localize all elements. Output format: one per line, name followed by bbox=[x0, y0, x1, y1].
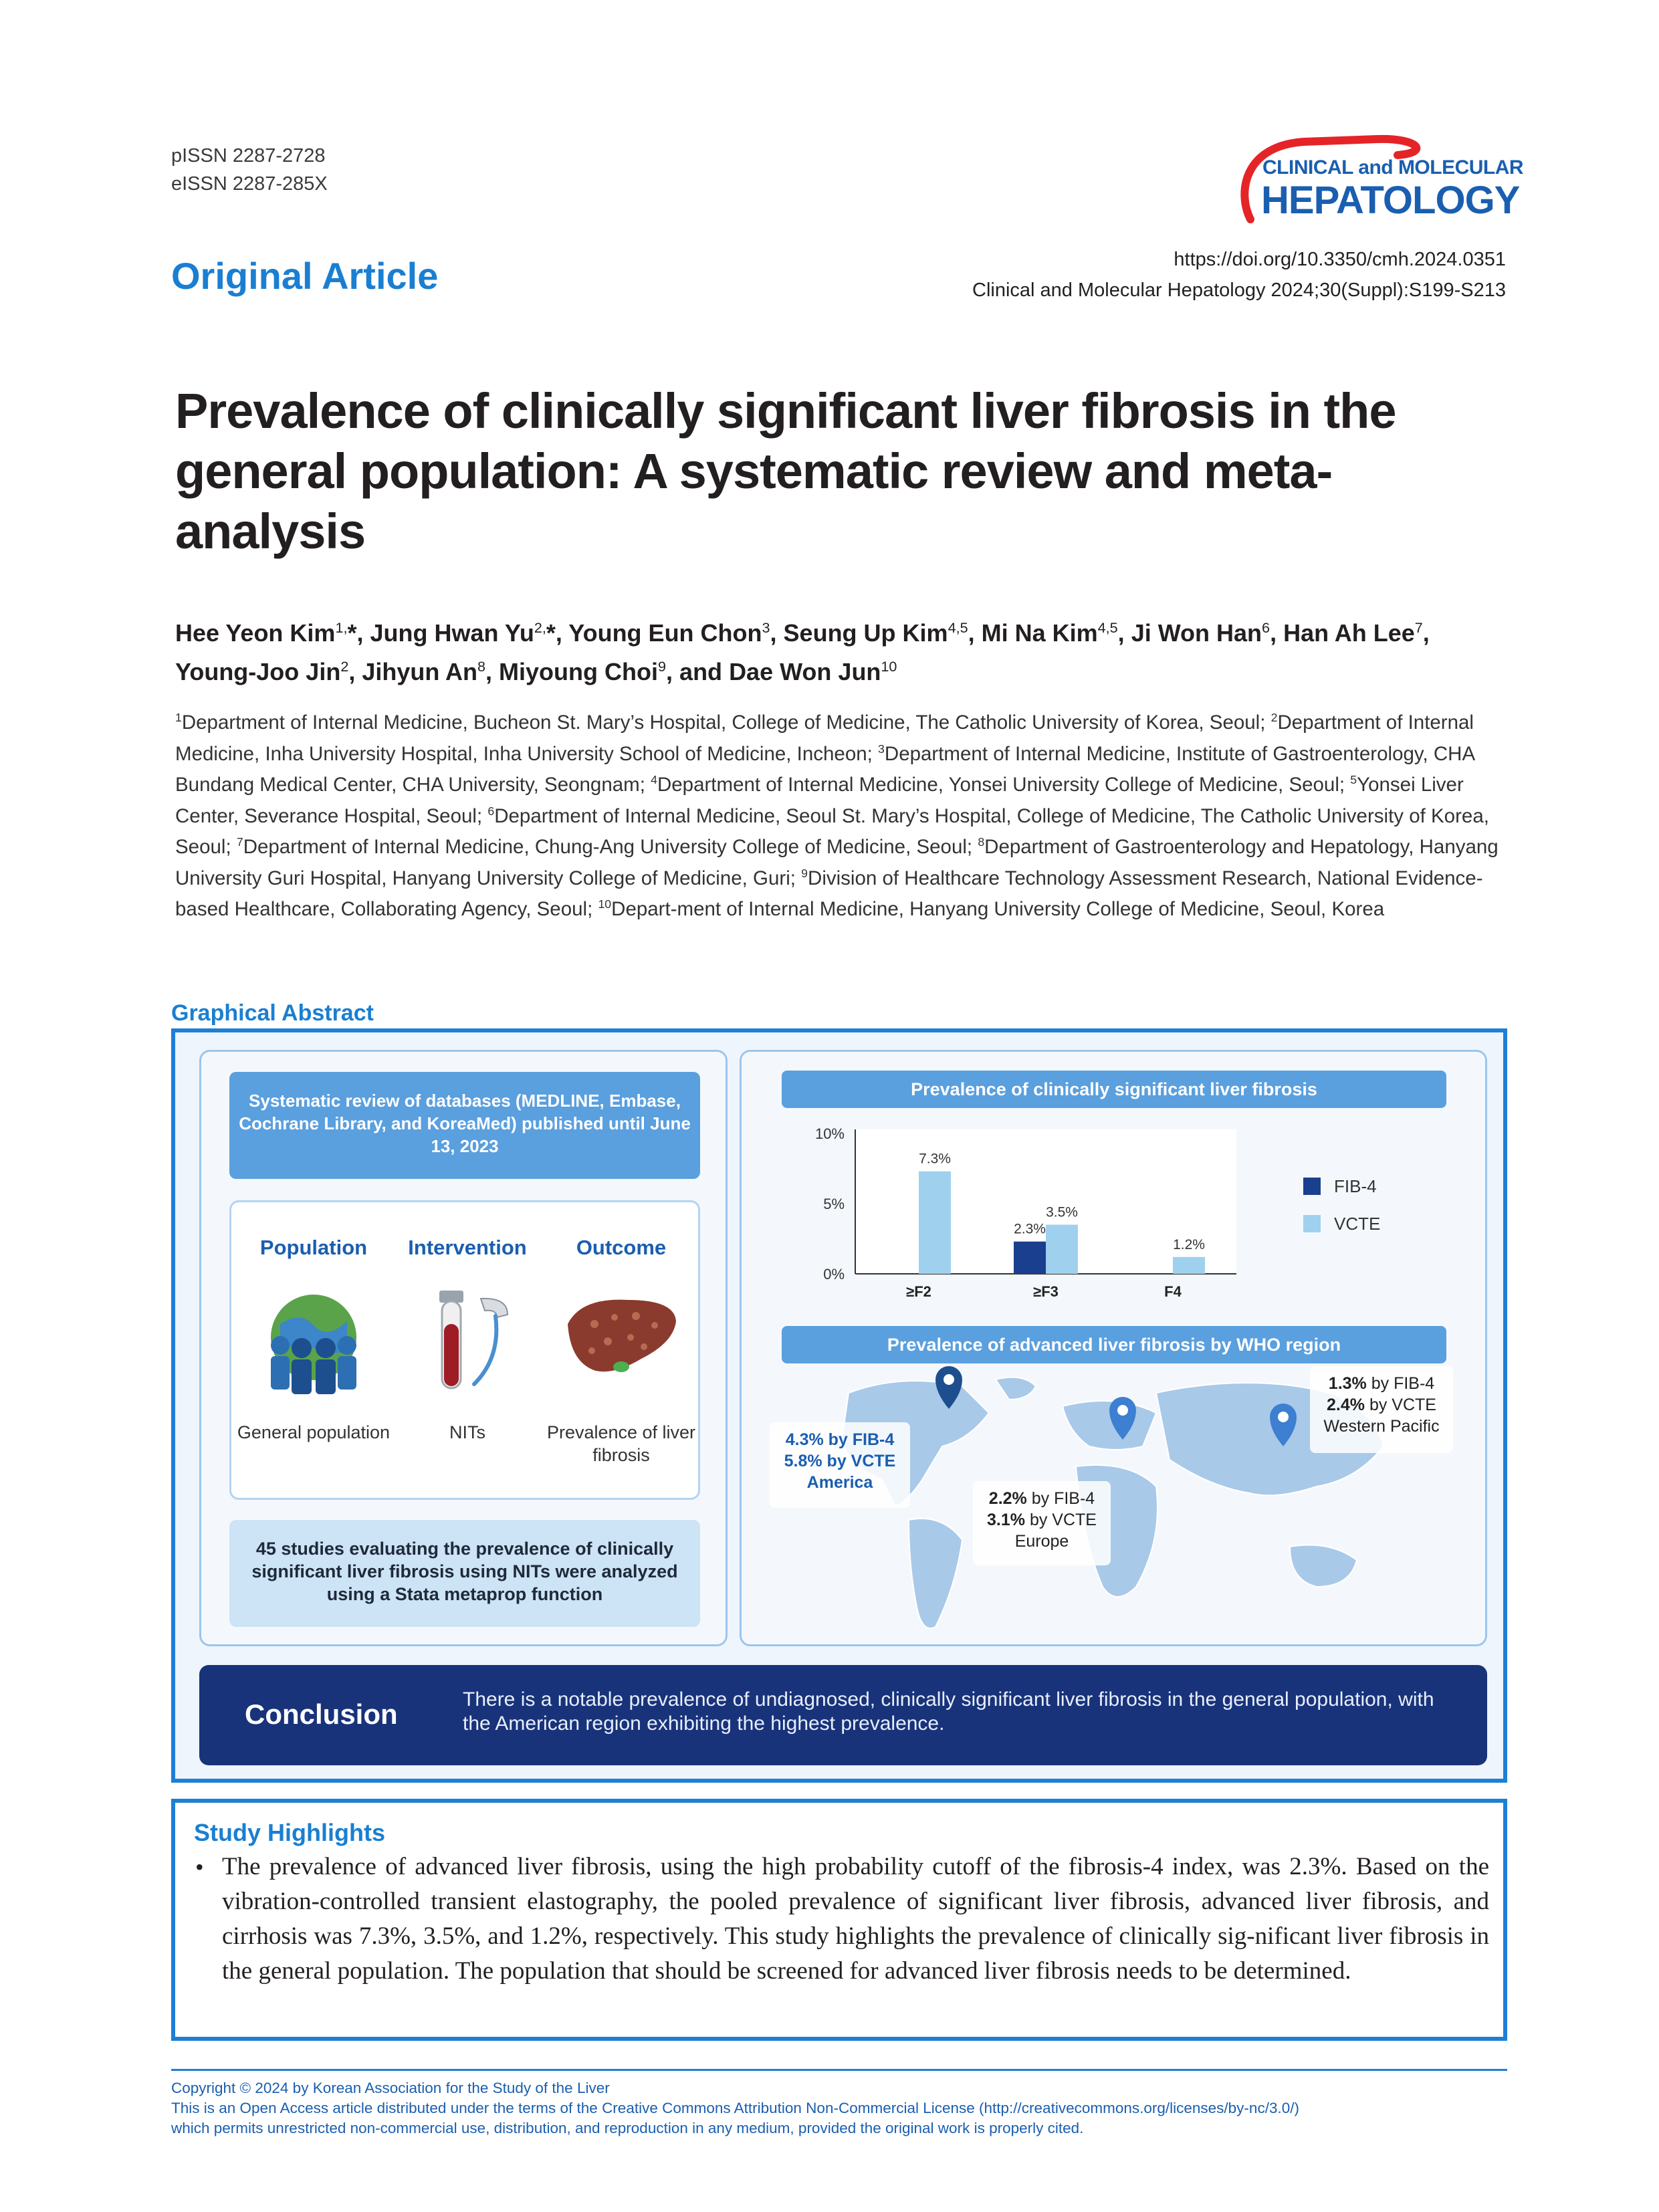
eissn: eISSN 2287-285X bbox=[171, 173, 328, 195]
affil-sup: 2 bbox=[1270, 711, 1278, 725]
bar bbox=[1173, 1257, 1205, 1274]
author-name: Jung Hwan Yu bbox=[370, 619, 534, 647]
bar bbox=[1014, 1242, 1046, 1274]
affil-sup: 10 bbox=[598, 897, 612, 911]
x-tick-label: F4 bbox=[1164, 1283, 1182, 1300]
pio-intervention bbox=[391, 1236, 544, 1444]
x-tick-label: ≥F3 bbox=[1033, 1283, 1059, 1300]
affil-sup: 9 bbox=[801, 866, 808, 880]
affil-sup: 1 bbox=[175, 711, 182, 725]
author-name: Ji Won Han bbox=[1131, 619, 1262, 647]
pio-head: Outcome bbox=[576, 1236, 667, 1259]
region-label: 2.2% by FIB-4 bbox=[988, 1489, 1095, 1508]
pio-population bbox=[237, 1236, 391, 1444]
pio-box bbox=[229, 1200, 700, 1500]
author-affil-sup: 1, bbox=[335, 619, 348, 636]
highlight-item: The prevalence of advanced liver fibrosis, using the high probability cutoff of the fibrosis-4 index, was 2.3%. Based on the vibration-controlled transient elastography, the pooled prevalence of significant liver fibrosis, advanced liver fibrosis, and cirrhosis was 7.3%, 3.5%, and 1.2%, respectively. This study highlights the prevalence of clinically sig-nificant liver fibrosis in the general population. The population that should be screened for advanced liver fibrosis needs to be determined. bbox=[222, 1853, 1489, 1985]
studies-box: 45 studies evaluating the prevalence of clinically significant liver fibrosis using NITs were analyzed using a Stata metaprop function bbox=[229, 1520, 700, 1627]
author-name: Han Ah Lee bbox=[1283, 619, 1415, 647]
author-affil-sup: 8 bbox=[477, 658, 486, 675]
region-label: 3.1% by VCTE bbox=[987, 1511, 1097, 1529]
copyright: Copyright © 2024 by Korean Association for the Study of the Liver bbox=[171, 2080, 610, 2096]
affil-text: Yonsei Liver Center, Severance Hospital, Seoul; bbox=[175, 774, 1464, 827]
footer bbox=[171, 2078, 1509, 2138]
pio-outcome bbox=[544, 1236, 698, 1466]
systematic-review-box: Systematic review of databases (MEDLINE, Embase, Cochrane Library, and KoreaMed) published until June 13, 2023 bbox=[229, 1072, 700, 1179]
affil-sup: 8 bbox=[978, 835, 985, 849]
study-highlights bbox=[171, 1799, 1507, 2041]
methods-panel bbox=[199, 1050, 728, 1646]
data-label: 1.2% bbox=[1173, 1236, 1205, 1252]
author-name: Hee Yeon Kim bbox=[175, 619, 336, 647]
author-name: Miyoung Choi bbox=[499, 658, 659, 685]
chart-title: Prevalence of clinically significant liver fibrosis bbox=[782, 1071, 1446, 1108]
affil-text: Division of Healthcare Technology Assessment Research, National Evidence-based Healthcare, Collaborating Agency, Seoul; bbox=[175, 867, 1483, 920]
license-line: This is an Open Access article distributed under the terms of the Creative Commons Attribution Non-Commercial License (http://creativecommons.org/licenses/by-nc/3.0/) bbox=[171, 2100, 1299, 2116]
author-affil-sup: 3 bbox=[762, 619, 770, 636]
world-map bbox=[742, 1366, 1489, 1647]
legend-swatch bbox=[1303, 1215, 1321, 1232]
data-label: 2.3% bbox=[1014, 1221, 1046, 1237]
issn-block bbox=[171, 142, 328, 198]
affil-text: Department of Internal Medicine, Yonsei University College of Medicine, Seoul; bbox=[657, 774, 1351, 796]
author-list: Hee Yeon Kim$^{1,}$*, Jung Hwan $Yu^{2,}*$, Young Eun Chon$^3$, Seung Up Kim$^{4,5}$, Mi Na Kim$^{4,5}$, Ji Won Han$^6$, Han Ah Lee$^7$, Young-Joo Jin$^2$, Jihyun An$^8$, Miyoung Choi$^9$, and Dae Won Jun$^{10}$ bbox=[175, 619, 1430, 685]
author-affil-sup: 7 bbox=[1414, 619, 1423, 636]
region-label: 2.4% by VCTE bbox=[1327, 1396, 1436, 1414]
author-name: Young Eun Chon bbox=[568, 619, 762, 647]
conclusion-text: There is a notable prevalence of undiagnosed, clinically significant liver fibrosis in the general population, with the American region exhibiting the highest prevalence. bbox=[463, 1688, 1434, 1735]
pio-foot: Prevalence of liver fibrosis bbox=[546, 1422, 696, 1465]
pio-head: Population bbox=[259, 1236, 368, 1259]
author-affil-sup: 4,5 bbox=[1097, 619, 1118, 636]
people-globe-icon bbox=[253, 1284, 374, 1398]
region-label: 4.3% by FIB-4 bbox=[785, 1430, 895, 1449]
graphical-abstract-label: Graphical Abstract bbox=[171, 1000, 374, 1026]
footer-divider bbox=[171, 2069, 1507, 2071]
x-tick-label: ≥F2 bbox=[906, 1283, 931, 1300]
author-affil-sup: 10 bbox=[881, 658, 897, 675]
author-name: Jihyun An bbox=[362, 658, 478, 685]
legend-label: FIB-4 bbox=[1334, 1176, 1377, 1196]
author-affil-sup: 2 bbox=[340, 658, 349, 675]
journal-logo bbox=[1230, 132, 1524, 239]
bullet-icon: • bbox=[195, 1854, 204, 1880]
study-highlights-title: Study Highlights bbox=[194, 1819, 385, 1846]
affil-text: Department of Internal Medicine, Institute of Gastroenterology, CHA Bundang Medical Center, CHA University, Seongnam; bbox=[175, 742, 1474, 796]
region-label: Western Pacific bbox=[1323, 1417, 1440, 1436]
logo-main-text: HEPATOLOGY bbox=[1261, 179, 1520, 222]
pio-head: Intervention bbox=[408, 1236, 527, 1259]
doi-block bbox=[972, 244, 1506, 306]
region-label: 5.8% by VCTE bbox=[784, 1452, 896, 1470]
blood-tube-probe-icon bbox=[407, 1284, 528, 1398]
region-label: America bbox=[806, 1473, 873, 1492]
article-type: Original Article bbox=[171, 255, 439, 297]
pio-foot: General population bbox=[237, 1422, 391, 1442]
data-label: 7.3% bbox=[919, 1151, 951, 1167]
y-tick-label: 5% bbox=[823, 1196, 845, 1212]
affil-text: Department of Internal Medicine, Seoul St. Mary’s Hospital, College of Medicine, The Catholic University of Korea, Seoul; bbox=[175, 804, 1489, 858]
results-panel bbox=[740, 1050, 1487, 1646]
map-title: Prevalence of advanced liver fibrosis by WHO region bbox=[782, 1326, 1446, 1363]
bar bbox=[919, 1172, 951, 1274]
conclusion-banner bbox=[199, 1665, 1487, 1765]
affil-text: Department of Internal Medicine, Chung-Ang University College of Medicine, Seoul; bbox=[243, 836, 978, 858]
doi-link[interactable]: https://doi.org/10.3350/cmh.2024.0351 bbox=[1174, 249, 1506, 270]
affil-sup: 7 bbox=[236, 835, 243, 849]
affil-text: Department of Internal Medicine, Bucheon St. Mary’s Hospital, College of Medicine, The Catholic University of Korea, Seoul; bbox=[181, 711, 1271, 734]
affiliations bbox=[175, 707, 1509, 925]
y-tick-label: 0% bbox=[823, 1266, 845, 1283]
affil-sup: 4 bbox=[651, 773, 657, 787]
pio-foot: NITs bbox=[449, 1422, 485, 1442]
liver-icon bbox=[561, 1284, 681, 1398]
legend-swatch bbox=[1303, 1178, 1321, 1195]
author-affil-sup: 6 bbox=[1262, 619, 1270, 636]
region-label: Europe bbox=[1014, 1532, 1069, 1551]
author-affil-sup: 9 bbox=[658, 658, 667, 675]
author-name: Dae Won Jun bbox=[729, 658, 881, 685]
logo-small-text: CLINICAL and MOLECULAR bbox=[1262, 156, 1524, 179]
pissn: pISSN 2287-2728 bbox=[171, 145, 326, 167]
region-label: 1.3% by FIB-4 bbox=[1328, 1374, 1435, 1393]
bar bbox=[1046, 1225, 1078, 1275]
affil-sup: 5 bbox=[1350, 773, 1357, 787]
author-name: Seung Up Kim bbox=[783, 619, 948, 647]
y-tick-label: 10% bbox=[814, 1125, 845, 1142]
legend-label: VCTE bbox=[1334, 1214, 1381, 1234]
data-label: 3.5% bbox=[1046, 1204, 1078, 1220]
affil-sup: 3 bbox=[878, 742, 885, 756]
author-affil-sup: 4,5 bbox=[948, 619, 968, 636]
graphical-abstract bbox=[171, 1028, 1507, 1783]
license-line: which permits unrestricted non-commercial use, distribution, and reproduction in any medium, provided the original work is properly cited. bbox=[171, 2120, 1084, 2136]
affil-text: Department of Gastroenterology and Hepatology, Hanyang University Guri Hospital, Hanyang University College of Medicine, Guri; bbox=[175, 836, 1499, 889]
article-title: Prevalence of clinically significant liver fibrosis in the general population: A systematic review and meta-analysis bbox=[175, 383, 1396, 559]
author-affil-sup: 2, bbox=[534, 619, 546, 636]
prevalence-bar-chart bbox=[768, 1113, 1464, 1314]
affil-sup: 6 bbox=[487, 804, 495, 818]
author-name: Mi Na Kim bbox=[981, 619, 1098, 647]
affil-text: Department of Internal Medicine, Inha University Hospital, Inha University School of Medicine, Incheon; bbox=[175, 711, 1474, 765]
citation: Clinical and Molecular Hepatology 2024;30(Suppl):S199-S213 bbox=[972, 280, 1506, 301]
author-name: Young-Joo Jin bbox=[175, 658, 341, 685]
affil-text: Depart-ment of Internal Medicine, Hanyang University College of Medicine, Seoul, Korea bbox=[611, 898, 1385, 920]
conclusion-label: Conclusion bbox=[245, 1698, 398, 1730]
